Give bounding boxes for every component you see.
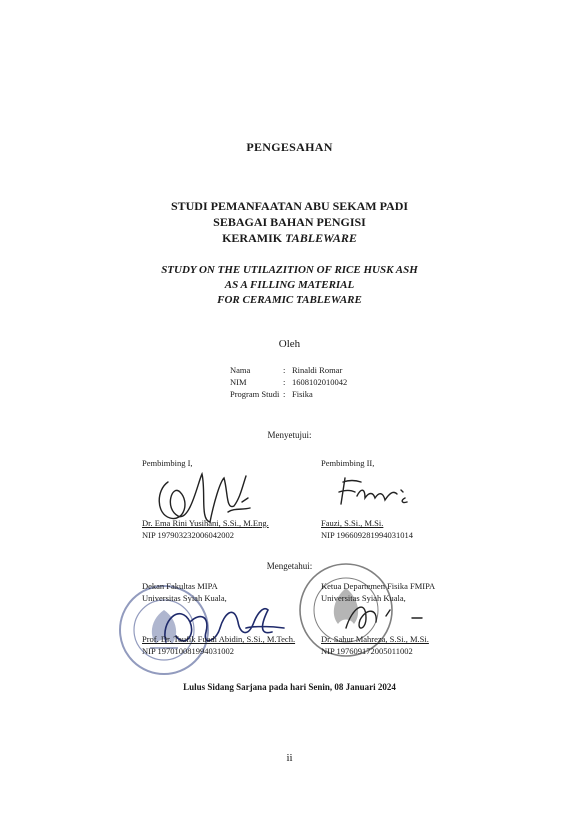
defense-date-statement: Lulus Sidang Sarjana pada hari Senin, 08 Januari 2024: [183, 682, 396, 692]
by-label: Oleh: [278, 338, 301, 350]
department-head-role-line1: Ketua Departemen Fisika FMIPA: [321, 581, 436, 591]
thesis-title-indonesian: [0, 198, 579, 246]
title-en-line-2: AS A FILLING MATERIAL: [224, 279, 355, 291]
info-row-nim: [230, 376, 347, 388]
title-en-line-1: STUDY ON THE UTILAZITION OF RICE HUSK ASH: [161, 264, 418, 276]
info-row-program: [230, 388, 347, 400]
info-value: Rinaldi Romar: [292, 365, 343, 375]
info-key: NIM: [230, 377, 247, 387]
supervisor1-nip: NIP 197903232006042002: [142, 530, 235, 540]
info-sep: :: [283, 377, 286, 387]
title-id-line-3: [0, 230, 579, 246]
info-sep: :: [283, 389, 286, 399]
page-number: ii: [286, 752, 293, 764]
supervisor2-role: Pembimbing II,: [321, 458, 375, 468]
info-value: 1608102010042: [292, 377, 348, 387]
info-row-name: [230, 364, 347, 376]
info-value: Fisika: [292, 389, 313, 399]
info-sep: :: [283, 365, 286, 375]
supervisor1-role: Pembimbing I,: [142, 458, 193, 468]
supervisor1-name: Dr. Ema Rini Yusihani, S.Si., M.Eng.: [142, 518, 269, 528]
title-id-italic-word: TABLEWARE: [285, 231, 357, 245]
department-head-name: Dr. Sahur Mahreza, S.Si., M.Si.: [321, 634, 429, 644]
acknowledged-label: Mengetahui:: [266, 561, 313, 571]
department-head-nip: NIP 197609172005011002: [321, 646, 413, 656]
approved-label: Menyetujui:: [267, 430, 312, 440]
info-key: Nama: [230, 365, 251, 375]
title-id-line-3-text: KERAMIK: [222, 231, 283, 245]
thesis-title-english: [0, 263, 579, 308]
student-info: [230, 364, 347, 400]
page-heading: PENGESAHAN: [246, 140, 333, 154]
info-key: Program Studi: [230, 389, 280, 399]
dean-nip: NIP 197010081994031002: [142, 646, 235, 656]
title-en-line-3: FOR CERAMIC TABLEWARE: [217, 294, 362, 306]
dean-role-line1: Dekan Fakultas MIPA: [142, 581, 218, 591]
title-id-line-1: STUDI PEMANFAATAN ABU SEKAM PADI: [170, 199, 409, 213]
supervisor2-signature: [335, 470, 415, 510]
supervisor2-name: Fauzi, S.Si., M.Si.: [321, 518, 384, 528]
department-head-role-line2: Universitas Syiah Kuala,: [321, 593, 406, 603]
title-id-line-2: SEBAGAI BAHAN PENGISI: [213, 215, 366, 229]
dean-name: Prof. Dr. Taufik Fuadi Abidin, S.Si., M.Tech.: [142, 634, 296, 644]
dean-role-line2: Universitas Syiah Kuala,: [142, 593, 227, 603]
supervisor2-nip: NIP 196609281994031014: [321, 530, 414, 540]
